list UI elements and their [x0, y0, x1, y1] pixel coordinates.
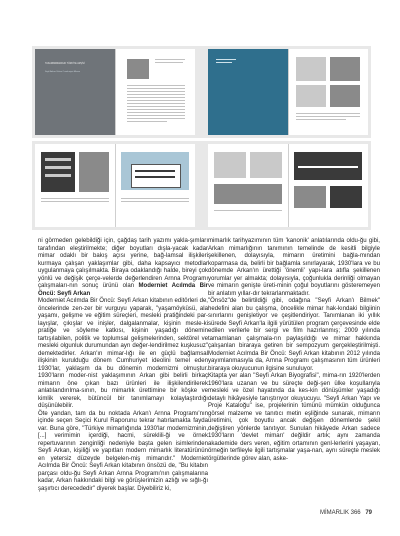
- drawings-page: [208, 144, 288, 227]
- right-paragraph-2: "Önsöz"de belirtildiği gibi, odağına "Seyfi Arkan'ı Bilmek" hedefini alan bu çalışma, öncelikle mimar hak-kındaki bilgiinin sınırlarını genişletiyor ve çeşitlendiriyor. Tanımlanan iki yıllık sürede Seyfi Arkan'la ilgili yürütülen program çerçevesinde elde edilen verilerle bir sergi ve film hazırlanmış; 2009 yılında tamamlanan çalışmala-rın paylaşıldığı ve mimar hakkında çalışanları biraraya getiren bir sempozyum gerçekleştirilmişti. Moderniet Acılmda Bir Öncü: Seyfi Arkan kitabının 2012 yılında yayımlanmasıyla da, Arnna Programı çalışmasının tüm ürünleri biraraya okuyucunun ilgisine sunuluyor.: [208, 298, 380, 372]
- book-spread-3: [35, 144, 195, 227]
- book-spread-1: [35, 49, 195, 135]
- photo-page-right: [115, 144, 195, 227]
- article-column-right: [208, 238, 380, 463]
- book-title-bold: Moderniet Acılmda Bir Öncü: Seyfi Arkan: [38, 283, 208, 297]
- page-footer: [320, 510, 372, 516]
- photo-spreads-top: [32, 46, 371, 138]
- page-number: 79: [365, 510, 372, 516]
- book-spread-4: [208, 144, 368, 227]
- left-paragraph-2: Moderniet Acılmda Bir Öncü: Seyfi Arkan kitabının editörleri de, öncelerinde zen-zer bir vurguyu yaparak, "yaşamöyküsü, ala yaşamı, gelişme ve eğitim süreçleri, mesleki pratiğindeki par-layışlar, çıkışlar ve inişler, dalgalanmalar, kişinin mesle-ki pratiğe ve söyleme katkısı, kişinin yaşadığı dönemin tartışılabilen, politik ve toplumsal gelişmelerinden, sektörel ve mesleki olgunluk durumundan ayrı değer-lendirilmez kuşkusuz" demektedirler. Arkan'ın mimar-lığı ile en güçlü bağlamsal ilişkinin kurulduğu dönem Cumhuriyet ideolini temel eden 1930'lar, yaklaşım da bu dönemin modernizmi olmuştur. 1930'ların moder-nist yaklaşımının Arkan gibi belirli birkaç mimarın öne çıkan bazı ürünleri ile ilişkilendirilerek anlatılandırılma-sının, bu mimarlık ürettimine bir köşke ve kimlik vererek, bütüncül bir tanımlamayı kolaylaştırdığı düşünülebilir.: [38, 298, 208, 409]
- photo-spreads-bottom: [32, 141, 371, 230]
- book-spread-2: [208, 49, 368, 135]
- left-paragraph-3: Öte yandan, tam da bu noktada Arkan'ı Arnna Programı'nın içinde seçen Seçici Kurul Raporunu tekrar hatırlamakta fayda var. Buna göre, "Türkiye mimarlığında 1930'lar modernizminin, [...] verimimin içerdiği, hacmi, süreklili-ği ve örnek repertuvarının zenginliği nedeniyle başta gelen isimlerinden Seyfi Arkan, kişiliği ve yapıtları modern mimarlık literatürünün en yetersiz düzeyde belgelen-miş mimarıdır." Moderniet Acılmda Bir Öncü: Seyfi Arkan kitabının önsözü de, "Bu kitabın parçası oldu-ğu Seyfi Arkan Arnna Programı'nın çalışmalarına kadar, Arkan hakkındaki bilgi ve görüşlerimizin azlığı ve sığlı-ğı şaşırtıcı derecededir" diyerek başlar. Diyebiliriz ki,: [38, 410, 208, 492]
- magazine-issue: MİMARLIK 366: [319, 510, 361, 516]
- plans-page: [288, 49, 368, 135]
- bw-photo-page: [288, 144, 368, 227]
- article-column-left: [38, 238, 208, 493]
- cover-subtitle: Seyfi Arkan: Erken Cumhuriyet Mimarı: [45, 71, 81, 73]
- photo-page-left: [35, 144, 115, 227]
- right-paragraph-1: mimarlık tarihyazımının tüm 'kanonik' anlatılarında oldu-ğu gibi, Arkan mimarlığının tanımının temelinde de kesitli bilgiyle şekillenen, dolayısıyla, mimarın üretimini bağla-mından koparmasa da, belirli bir bağlamla sınırlayarak, 1930'lara ve bu dönemde Arkan'ın ürettiği 'önemli' yapı-lara atıfla şekillenen yorumlar yer almakta; dolayısıyla, çoğunlukla derinliği olmayan ve mimarın genişte üreti-minin çoğul boyutlarını gösteremeyen bir anlatım yıllar-dır tekrarlanmaktadır.: [208, 238, 380, 297]
- cover-page: [35, 49, 115, 135]
- blue-page: [208, 49, 288, 135]
- text-page: [115, 49, 195, 135]
- cover-title: TASARIMMIMARLIK TÜRKİYE ARŞİVİ: [45, 63, 85, 65]
- left-paragraph-1: ni görmeden gelebildiği için, çağdaş tarih yazımı yakla-şımları tarafından eleştirilmekte; diğer boyutları dışla-yacak kadar mimar odaklı bir bakış açısı yerine, bağ-lamsal ilişkileri kurmaya çalışan yaklaşımlar gibi, daha kapsayıcı metodlar uygulanmaya çalışılmakta. Biraya odaklandığı halde, bireyi çok yönlü ve değişik çerçe-velerde değerlendiren Arnna Programı çalışmaları-nın sonuç ürünü olan Moderniet Acılmda Bir Öncü: Seyfi Arkan: [38, 238, 208, 297]
- right-paragraph-3: Kitapta yer alan "Seyfi Arkan Biyografisi", mima-rın 1920'lerden 1960'lara uzanan ve bu süreçte deği-şen ülke koşullarıyla mesleki ve özel hayatında da kes-kin dönüşümler yaşadığı detaylı hikâyesiyle tanıştırıyor okuyucuyu. "Seyfi Arkan Yapı ve Proje Kataloğu" ise, projelerinin tümünü mümkün olduğunca görsel malzeme ve tanıtıcı metin eşliğinde sunarak, mimarın üretimini, çok boyutlu ancak değişen dönemlerde şekil değiştiren yönlerde tanıtıyor. Sunulan hikâyede Arkan sadece 1930'ların 'devlet mimarı' değildir artık; aynı zamanda akademide ders veren, eğitim ortamının genl-lerlerini yaşayan, örneğin terfileyle ilgili tartışmalar yaşa-nan, aynı süreçte meslek örgütlerinde görev alan, aske-: [208, 373, 380, 462]
